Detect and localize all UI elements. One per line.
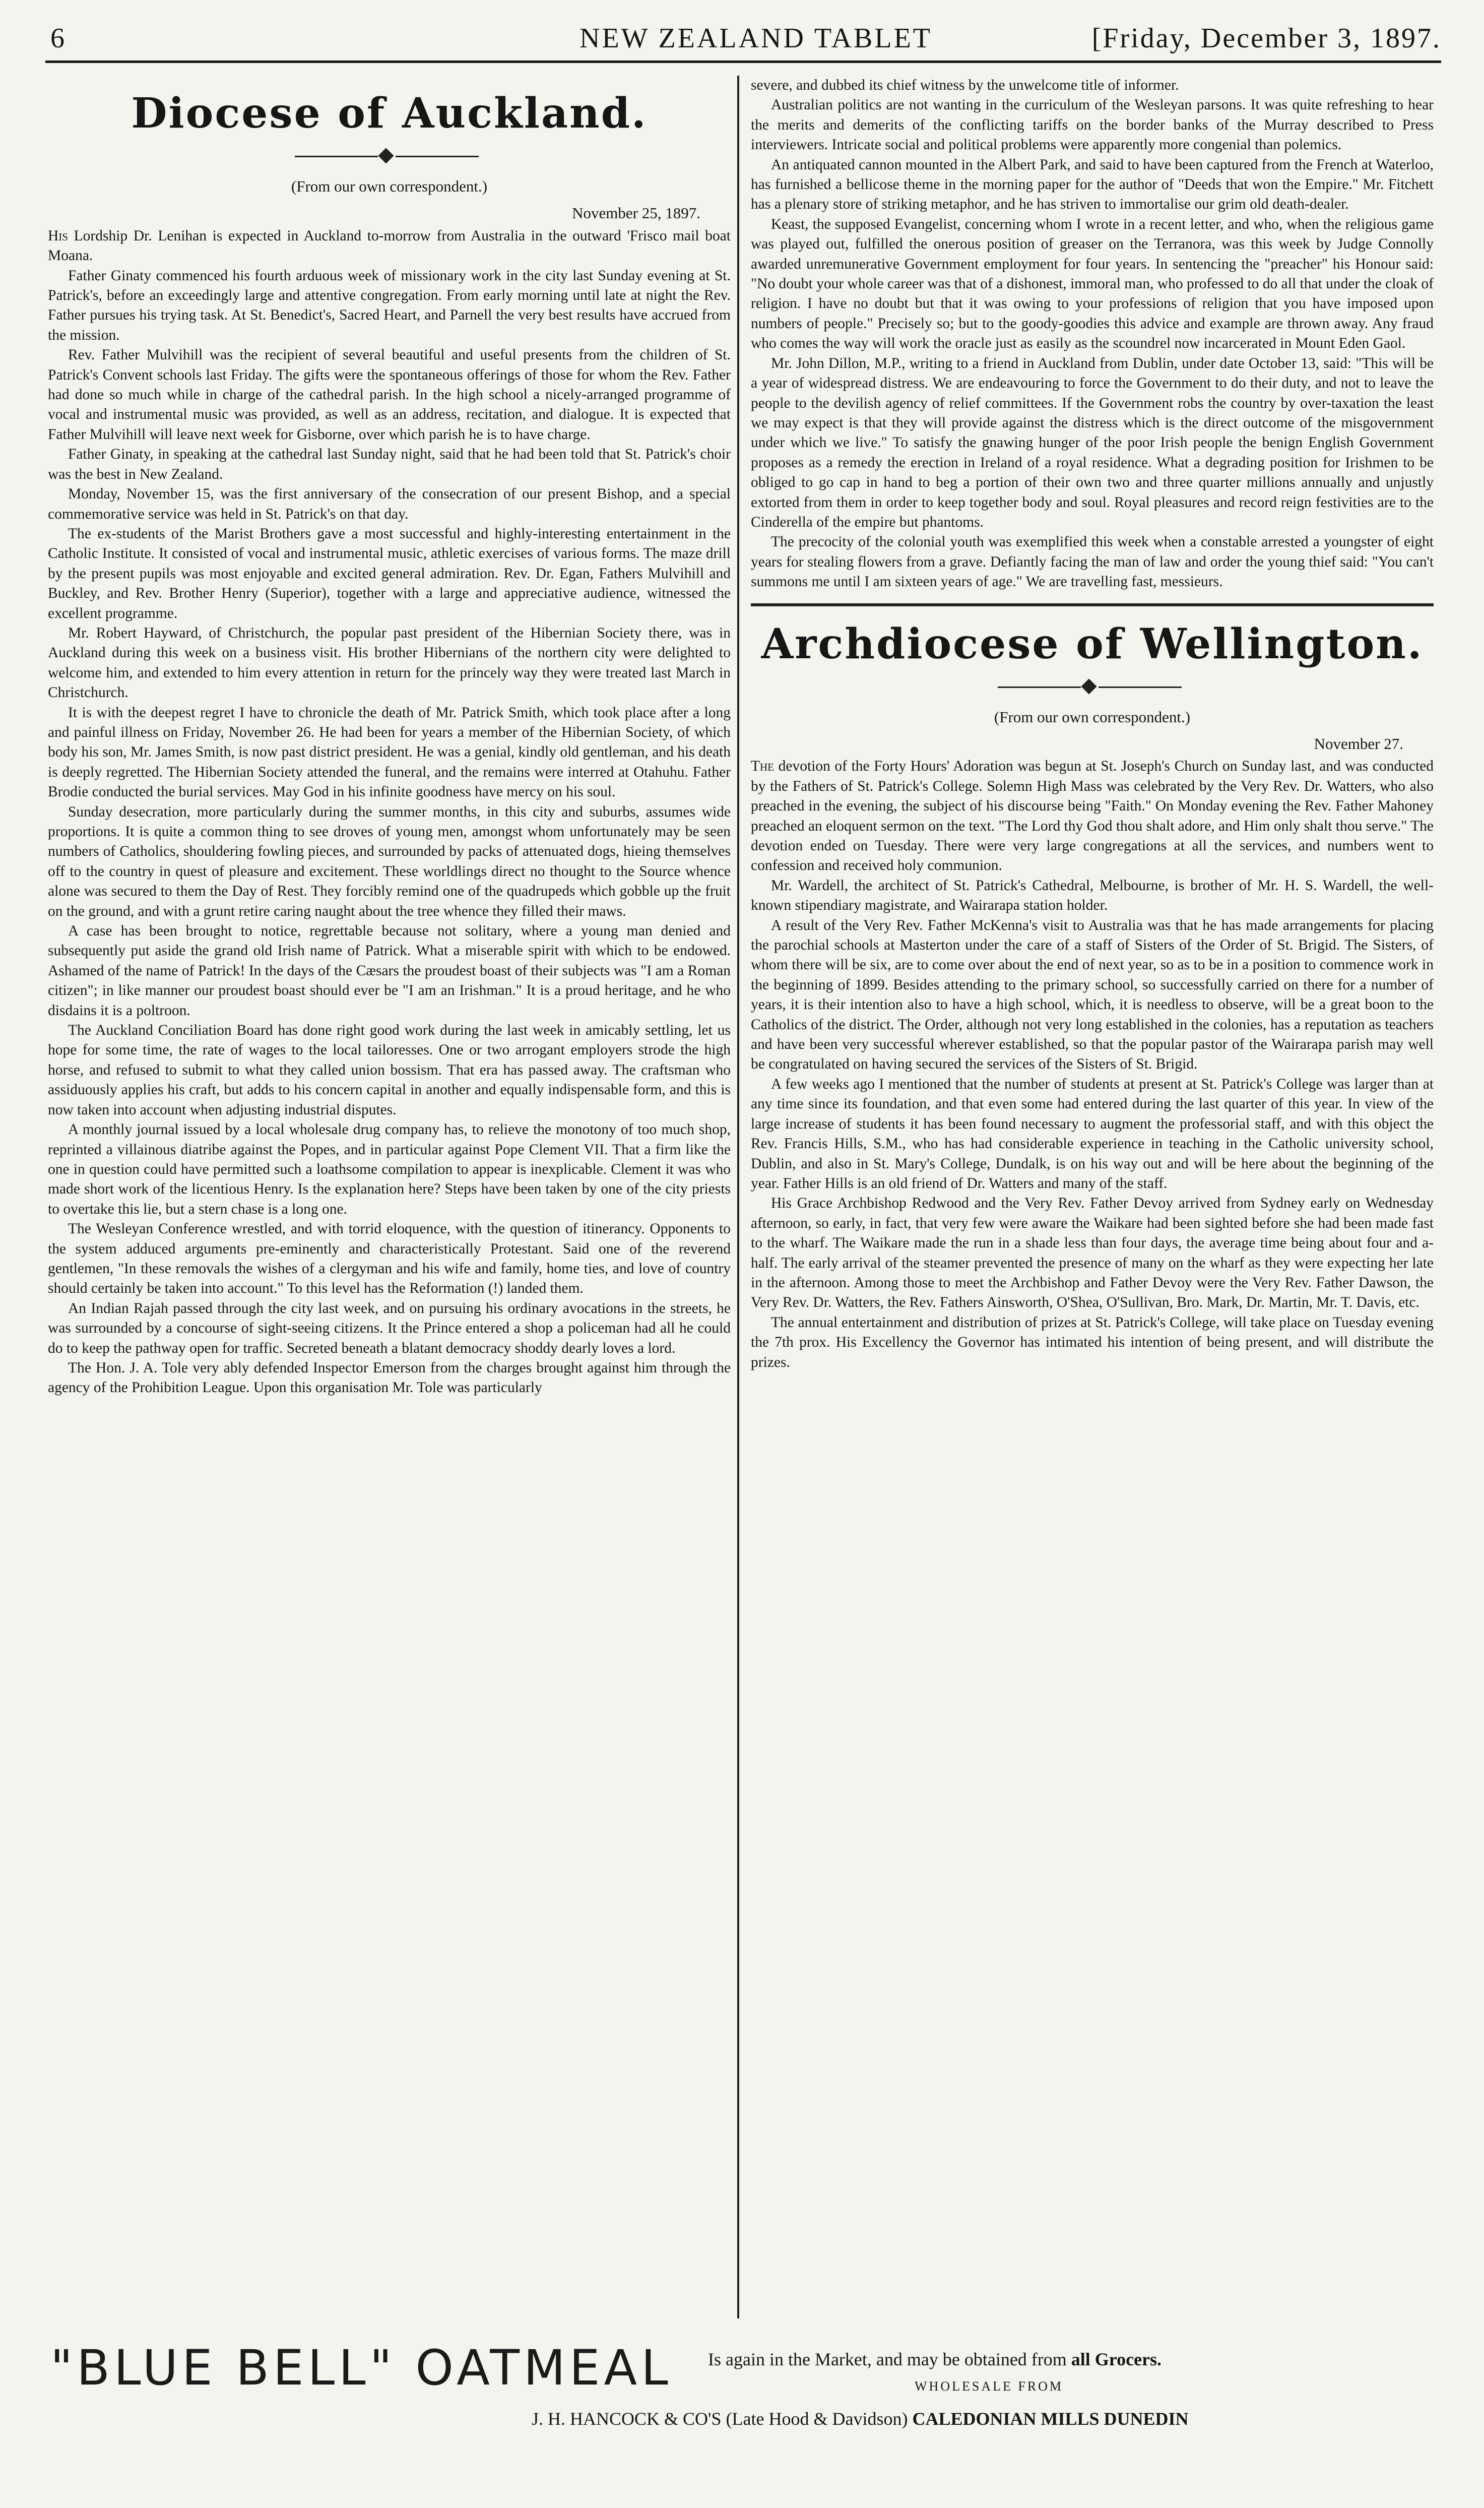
lead-caps: The: [751, 758, 775, 775]
ad-line-1: Is again in the Market, and may be obtained from all Grocers.: [708, 2349, 1162, 2369]
wellington-byline: (From our own correspondent.): [994, 708, 1191, 726]
article-paragraph: The Hon. J. A. Tole very ably defended Inspector Emerson from the charges brought against him through the agency of the Prohibition League. Upon this organisation Mr. Tole was particularly: [48, 1359, 731, 1396]
article-paragraph: Monday, November 15, was the first anniversary of the consecration of our present Bishop, and a special commemorative service was held in St. Patrick's on that day.: [48, 486, 731, 522]
article-paragraph: Father Ginaty commenced his fourth arduous week of missionary work in the city last Sunday evening at St. Patrick's, before an exceedingly large and attentive congregation. From early morning until late at night the Rev. Father pursues his trying task. At St. Benedict's, Sacred Heart, and Parnell the very best results have accrued from the mission.: [48, 267, 731, 343]
auckland-dateline: November 25, 1897.: [572, 204, 700, 222]
article-paragraph: The Wesleyan Conference wrestled, and with torrid eloquence, with the question of itinerancy. Opponents to the system adduced arguments pre-eminently and characteristically Protestant. Said one of the reverend gentlemen, "In these removals the wishes of a clergyman and his wife and family, home ties, and love of country should certainly be taken into account." To this level has the Reformation (!) landed them.: [48, 1221, 731, 1297]
article-paragraph: A case has been brought to notice, regrettable because not solitary, where a young man denied and subsequently put aside the grand old Irish name of Patrick. What a miserable spirit with which to be endowed. Ashamed of the name of Patrick! In the days of the Cæsars the proudest boast of their subjects was "I am a Roman citizen"; in like manner our proudest boast should ever be "I am an Irishman." It is a proud heritage, and he who disdains it is a poltroon.: [48, 923, 731, 1019]
article-paragraph: Australian politics are not wanting in the curriculum of the Wesleyan parsons. It was quite refreshing to hear the merits and demerits of the conflicting tariffs on the border banks of the Murray described to Press interviewers. Intricate social and political problems were apparently more congenial than polemics.: [751, 97, 1434, 153]
ad-line-2: WHOLESALE FROM: [915, 2379, 1064, 2394]
article-paragraph: The ex-students of the Marist Brothers gave a most successful and highly-interesting entertainment in the Catholic Institute. It consisted of vocal and instrumental music, athletic exercises of various forms. The maze drill by the present pupils was most enjoyable and excited general admiration. Rev. Dr. Egan, Fathers Mulvihill and Buckley, and Rev. Brother Henry (Superior), together with a large and appreciative audience, witnessed the excellent programme.: [48, 525, 731, 621]
lead-caps: His: [48, 227, 68, 244]
article-paragraph: The devotion of the Forty Hours' Adoration was begun at St. Joseph's Church on Sunday last, and was conducted by the Fathers of St. Patrick's College. Solemn High Mass was celebrated by the Very Rev. Dr. Watters, who also preached in the evening, the subject of his discourse being "Faith." On Monday evening the Rev. Father Mahoney preached an eloquent sermon on the text. "The Lord thy God thou shalt adore, and Him only shalt thou serve." The devotion ended on Tuesday. There were very large congregations at all the services, and numbers went to confession and received holy communion.: [751, 758, 1434, 874]
article-paragraph: Father Ginaty, in speaking at the cathedral last Sunday night, said that he had been told that St. Patrick's choir was the best in New Zealand.: [48, 446, 731, 482]
issue-date: [Friday, December 3, 1897.: [1091, 23, 1441, 54]
title-ornament: [751, 672, 1434, 702]
diamond-icon: [378, 148, 394, 163]
oatmeal-advertisement: [48, 2329, 1444, 2480]
right-column: [751, 76, 1434, 2318]
page-header: [45, 20, 1441, 63]
article-paragraph: Mr. John Dillon, M.P., writing to a friend in Auckland from Dublin, under date October 13, said: "This will be a year of widespread distress. We are endeavouring to force the Government to do their duty, and not to leave the people to the devilish agency of relief committees. If the Government robs the country by over-taxation the least we may expect is that they will provide against the distress which is the direct outcome of the misgovernment under which we live." To satisfy the gnawing hunger of the poor Irish people the benign English Government proposes as a remedy the erection in Ireland of a royal residence. What a degrading position for Irishmen to be obliged to go cap in hand to beg a portion of their own two and three quarter millions annually and unjustly extorted from them in order to keep together body and soul. Royal pleasures and record reign festivities are to the Cinderella of the empire but phantoms.: [751, 355, 1434, 530]
auckland-title: Diocese of Auckland.: [131, 89, 648, 138]
masthead: NEW ZEALAND TABLET: [579, 23, 933, 54]
article-paragraph: Mr. Robert Hayward, of Christchurch, the popular past president of the Hibernian Society there, was in Auckland during this week on a business visit. His brother Hibernians of the northern city were delighted to welcome him, and extended to him every attention in return for the princely way they were treated last March in Christchurch.: [48, 624, 731, 701]
column-divider: [737, 76, 739, 2318]
article-paragraph: severe, and dubbed its chief witness by the unwelcome title of informer.: [751, 77, 1179, 93]
section-rule: [751, 603, 1434, 606]
article-paragraph: A monthly journal issued by a local wholesale drug company has, to relieve the monotony of too much shop, reprinted a villainous diatribe against the Popes, and in particular against Pope Clement VII. That a firm like the one in question could have permitted such a loathsome compilation to appear is inexplicable. Clement it was who made short work of the licentious Henry. Is the explanation here? Steps have been taken by one of the city priests to overtake this lie, but a stern chase is a long one.: [48, 1121, 731, 1217]
article-paragraph: Rev. Father Mulvihill was the recipient of several beautiful and useful presents from the children of St. Patrick's Convent schools last Friday. The gifts were the spontaneous offerings of those for whom the Rev. Father had done so much while in charge of the cathedral parish. In the high school a nicely-arranged programme of vocal and instrumental music was provided, as well as an address, recitation, and dialogue. It is expected that Father Mulvihill will leave next week for Gisborne, over which parish he is to have charge.: [48, 347, 731, 443]
ad-line-3: J. H. HANCOCK & CO'S (Late Hood & Davidson) CALEDONIAN MILLS DUNEDIN: [532, 2409, 1189, 2429]
article-paragraph: An antiquated cannon mounted in the Albert Park, and said to have been captured from the French at Waterloo, has furnished a bellicose theme in the morning paper for the author of "Deeds that won the Empire." Mr. Fitchett has a plenary store of striking metaphor, and he has striven to immortalise our grim old death-dealer.: [751, 156, 1434, 213]
article-paragraph: His Lordship Dr. Lenihan is expected in Auckland to-morrow from Australia in the outward 'Frisco mail boat Moana.: [48, 227, 731, 264]
diamond-icon: [1081, 678, 1096, 694]
wellington-title: Archdiocese of Wellington.: [761, 619, 1424, 668]
article-paragraph: A few weeks ago I mentioned that the number of students at present at St. Patrick's College was larger than at any time since its foundation, and that even some had entered during the last quarter of this year. In view of the large increase of students it has been found necessary to augment the professorial staff, and with this object the Rev. Francis Hills, S.M., who has had considerable experience in teaching in the Catholic university school, Dublin, and also in St. Mary's College, Dundalk, is on his way out and will be here about the beginning of the year. Father Hills is an old friend of Dr. Watters and many of the staff.: [751, 1076, 1434, 1192]
page-number: 6: [50, 23, 66, 54]
article-paragraph: Sunday desecration, more particularly during the summer months, in this city and suburbs, assumes wide proportions. It is quite a common thing to see droves of young men, amongst whom unfortunately may be seen numbers of Catholics, shouldering fowling pieces, and surrounded by packs of attenuated dogs, hieing themselves off to the country in quest of pleasure and excitement. These worldlings direct no thought to the Source whence alone was secured to them the Day of Rest. They forcibly remind one of the quadrupeds which gobble up the fruit on the ground, and with a grunt retire caring naught about the tree whence they filled their maws.: [48, 803, 731, 919]
article-paragraph: His Grace Archbishop Redwood and the Very Rev. Father Devoy arrived from Sydney early on Wednesday afternoon, so early, in fact, that very few were aware the Waikare had been sighted before she had been made fast to the wharf. The Waikare made the run in a shade less than four days, the average time being about four and a-half. The early arrival of the steamer prevented the presence of many on the wharf as they were expecting her late in the afternoon. Among those to meet the Archbishop and Father Devoy were the Very Rev. Father Dawson, the Very Rev. Dr. Watters, the Rev. Fathers Ainsworth, O'Shea, O'Sullivan, Bro. Mark, Dr. Martin, Mr. T. Davis, etc.: [751, 1195, 1434, 1311]
article-paragraph: Mr. Wardell, the architect of St. Patrick's Cathedral, Melbourne, is brother of Mr. H. S. Wardell, the well-known stipendiary magistrate, and Wairarapa station holder.: [751, 877, 1434, 914]
title-ornament: [48, 141, 731, 171]
article-paragraph: The Auckland Conciliation Board has done right good work during the last week in amicably settling, let us hope for some time, the rate of wages to the local tailoresses. One or two arrogant employers strode the high horse, and refused to submit to what they called union bossism. That era has passed away. The craftsman who assiduously applies his craft, but adds to his concern capital in another and equally indispensable form, and this is now taken into account when adjusting industrial disputes.: [48, 1022, 731, 1118]
article-paragraph: An Indian Rajah passed through the city last week, and on pursuing his ordinary avocations in the streets, he was surrounded by a concourse of sight-seeing citizens. It the Prince entered a shop a policeman had all he could do to keep the pathway open for traffic. Secreted beneath a blatant democracy shoddy dearly loves a lord.: [48, 1300, 731, 1356]
auckland-byline: (From our own correspondent.): [291, 177, 488, 195]
ad-brand: "BLUE BELL" OATMEAL: [50, 2340, 672, 2396]
left-column: [48, 76, 731, 2318]
wellington-dateline: November 27.: [1314, 734, 1403, 753]
article-paragraph: It is with the deepest regret I have to chronicle the death of Mr. Patrick Smith, which took place after a long and painful illness on Friday, November 26. He had been for years a member of the Hibernian Society, of which body his son, Mr. James Smith, is now past district president. He was a genial, kindly old gentleman, and his death is deeply regretted. The Hibernian Society attended the funeral, and the remains were interred at Otahuhu. Father Brodie conducted the burial services. May God in his infinite goodness have mercy on his soul.: [48, 704, 731, 800]
article-paragraph: The annual entertainment and distribution of prizes at St. Patrick's College, will take place on Tuesday evening the 7th prox. His Excellency the Governor has intimated his intention of being present, and will distribute the prizes.: [751, 1314, 1434, 1370]
article-paragraph: A result of the Very Rev. Father McKenna's visit to Australia was that he has made arrangements for placing the parochial schools at Masterton under the care of a staff of Sisters of the Order of St. Brigid. The Sisters, of whom there will be six, are to come over about the end of next year, so as to be in a position to commence work in the beginning of 1899. Besides attending to the primary school, so successfully carried on there for a number of years, it is their intention also to have a high school, which, it is needless to observe, will be a great boon to the Catholics of the district. The Order, although not very long established in the colonies, has a reputation as teachers and have been very successful wherever established, so that the popular pastor of the Wairarapa parish may well be congratulated on having secured the services of the Sisters of St. Brigid.: [751, 917, 1434, 1073]
article-paragraph: The precocity of the colonial youth was exemplified this week when a constable arrested a youngster of eight years for stealing flowers from a grave. Defiantly facing the man of law and order the young thief said: "You can't summons me until I am sixteen years of age." We are travelling fast, messieurs.: [751, 534, 1434, 590]
article-paragraph: Keast, the supposed Evangelist, concerning whom I wrote in a recent letter, and who, when the religious game was played out, fulfilled the onerous position of greaser on the Terranora, was this week by Judge Connolly awarded unremunerative Government employment for four years. In sentencing the "preacher" his Honour said: "No doubt your whole career was that of a dishonest, immoral man, who professed to do all that under the cloak of religion. I have no doubt but that it was owing to your professions of religion that you have imposed upon numbers of people." Precisely so; but to the goody-goodies this advice and example are thrown away. Any fraud who comes the way will work the oracle just as easily as the scoundrel now incarcerated in Mount Eden Gaol.: [751, 216, 1434, 352]
